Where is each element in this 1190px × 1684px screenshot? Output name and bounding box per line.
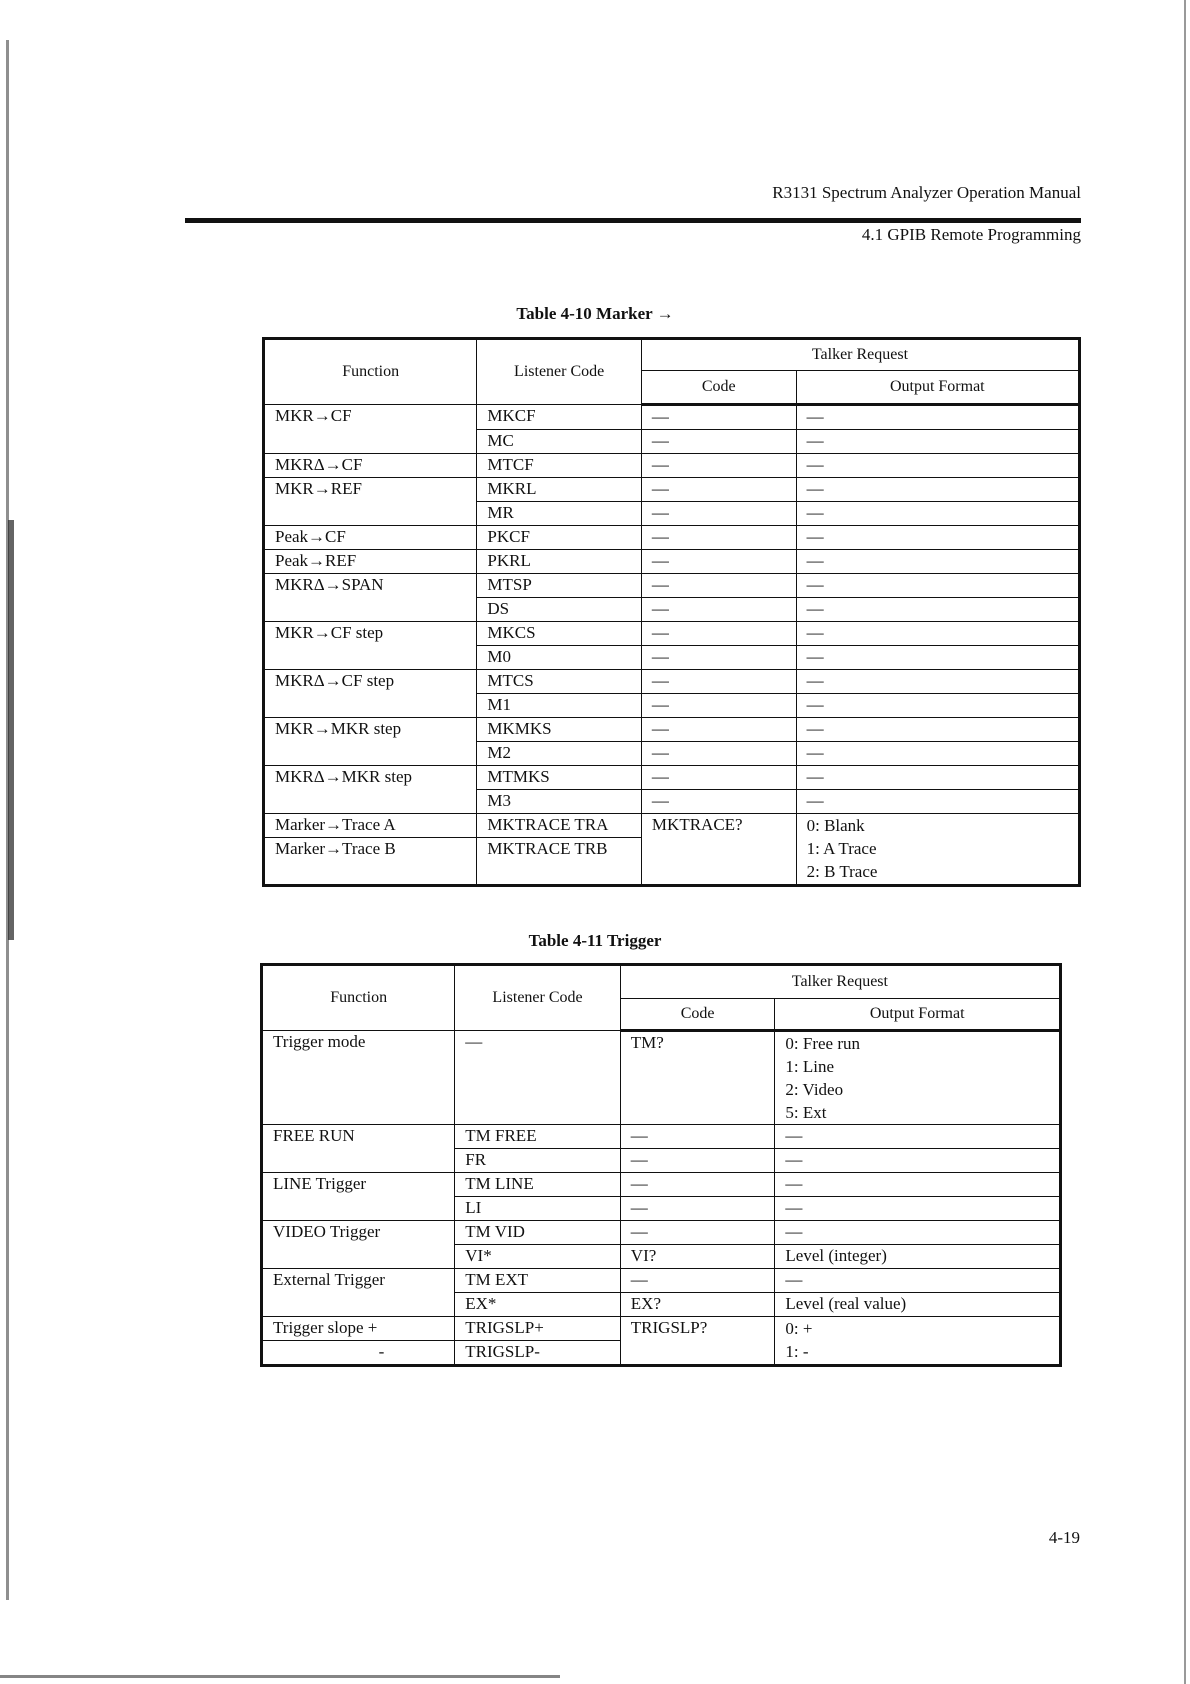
- cell-listener: FR: [455, 1149, 621, 1173]
- cell-output: —: [796, 430, 1079, 454]
- cell-output: —: [796, 598, 1079, 622]
- table-row: [264, 526, 1080, 550]
- cell-function: Marker→Trace B: [264, 838, 477, 886]
- cell-code: —: [641, 694, 796, 718]
- cell-listener: EX*: [455, 1293, 621, 1317]
- cell-listener: MTCF: [477, 454, 642, 478]
- cell-listener: MKRL: [477, 478, 642, 502]
- table-row: [262, 1173, 1061, 1197]
- cell-code: —: [641, 766, 796, 790]
- table-row: [264, 766, 1080, 790]
- cell-output: —: [796, 646, 1079, 670]
- header-function: Function: [262, 965, 455, 1031]
- cell-code: —: [641, 550, 796, 574]
- cell-function: MKR→MKR step: [264, 718, 477, 766]
- cell-output: —: [796, 502, 1079, 526]
- cell-code: —: [641, 622, 796, 646]
- cell-code: EX?: [620, 1293, 775, 1317]
- table-row: [264, 718, 1080, 742]
- cell-listener: MTMKS: [477, 766, 642, 790]
- cell-code: TRIGSLP?: [620, 1317, 775, 1366]
- cell-listener: TM VID: [455, 1221, 621, 1245]
- output-line: 1: -: [785, 1342, 809, 1361]
- output-line: 0: Free run: [785, 1034, 860, 1053]
- cell-code: —: [641, 574, 796, 598]
- cell-output: —: [796, 526, 1079, 550]
- table-row: [264, 550, 1080, 574]
- cell-function: VIDEO Trigger: [262, 1221, 455, 1269]
- cell-listener: MKCF: [477, 405, 642, 430]
- page-number: 4-19: [1048, 1528, 1080, 1547]
- manual-title: R3131 Spectrum Analyzer Operation Manual: [772, 183, 1081, 202]
- table-trigger-caption: Table 4-11 Trigger: [528, 931, 662, 950]
- cell-listener: MKCS: [477, 622, 642, 646]
- cell-output: Level (real value): [775, 1293, 1061, 1317]
- cell-listener: TM LINE: [455, 1173, 621, 1197]
- cell-code: —: [641, 526, 796, 550]
- cell-listener: PKRL: [477, 550, 642, 574]
- cell-function: MKR→CF: [264, 405, 477, 454]
- cell-code: —: [641, 502, 796, 526]
- cell-listener: TRIGSLP+: [455, 1317, 621, 1341]
- cell-output: —: [796, 742, 1079, 766]
- cell-listener: TM FREE: [455, 1125, 621, 1149]
- cell-code: —: [641, 454, 796, 478]
- cell-output: [775, 1031, 1061, 1125]
- table-marker-caption: Table 4-10 Marker →: [516, 304, 674, 323]
- scan-edge-left-shadow: [8, 520, 14, 940]
- cell-output: —: [796, 718, 1079, 742]
- output-line: 0: Blank: [806, 816, 865, 835]
- cell-output: —: [775, 1221, 1061, 1245]
- cell-function: LINE Trigger: [262, 1173, 455, 1221]
- cell-code: —: [641, 718, 796, 742]
- cell-function: MKRΔ→SPAN: [264, 574, 477, 622]
- cell-listener: M0: [477, 646, 642, 670]
- cell-listener: MKMKS: [477, 718, 642, 742]
- cell-function: MKR→REF: [264, 478, 477, 526]
- cell-function: -: [262, 1341, 455, 1366]
- table-trigger: [260, 963, 1062, 1367]
- cell-output: [775, 1317, 1061, 1366]
- cell-output: —: [796, 405, 1079, 430]
- header-output-format: Output Format: [796, 371, 1079, 405]
- cell-function: Peak→REF: [264, 550, 477, 574]
- table-row: [264, 454, 1080, 478]
- cell-function: Trigger mode: [262, 1031, 455, 1125]
- cell-function: External Trigger: [262, 1269, 455, 1317]
- cell-code: —: [620, 1221, 775, 1245]
- table-row: [264, 478, 1080, 502]
- table-row: [264, 622, 1080, 646]
- table-marker: [262, 337, 1081, 887]
- cell-output: Level (integer): [775, 1245, 1061, 1269]
- cell-code: —: [641, 790, 796, 814]
- cell-function: MKRΔ→CF: [264, 454, 477, 478]
- cell-output: —: [796, 670, 1079, 694]
- cell-code: —: [641, 405, 796, 430]
- table-row: [262, 1221, 1061, 1245]
- table-row: [264, 574, 1080, 598]
- header-listener-code: Listener Code: [477, 339, 642, 405]
- scan-edge-right: [1184, 0, 1186, 1684]
- cell-output: —: [775, 1269, 1061, 1293]
- header-output-format: Output Format: [775, 999, 1061, 1031]
- cell-code: VI?: [620, 1245, 775, 1269]
- cell-listener: DS: [477, 598, 642, 622]
- table-row: [262, 1125, 1061, 1149]
- cell-code: —: [620, 1197, 775, 1221]
- scan-edge-bottom: [0, 1675, 560, 1678]
- cell-listener: MKTRACE TRB: [477, 838, 642, 886]
- cell-listener: M2: [477, 742, 642, 766]
- cell-listener: VI*: [455, 1245, 621, 1269]
- cell-listener: MTSP: [477, 574, 642, 598]
- cell-function: MKRΔ→CF step: [264, 670, 477, 718]
- cell-output: —: [796, 790, 1079, 814]
- cell-function: FREE RUN: [262, 1125, 455, 1173]
- cell-output: —: [796, 766, 1079, 790]
- cell-output: —: [775, 1197, 1061, 1221]
- cell-output: [796, 814, 1079, 886]
- cell-code: —: [641, 478, 796, 502]
- cell-listener: M1: [477, 694, 642, 718]
- header-listener-code: Listener Code: [455, 965, 621, 1031]
- cell-code: —: [641, 646, 796, 670]
- cell-listener: TM EXT: [455, 1269, 621, 1293]
- cell-listener: MR: [477, 502, 642, 526]
- output-line: 2: B Trace: [806, 862, 878, 881]
- cell-code: —: [641, 742, 796, 766]
- cell-output: —: [796, 550, 1079, 574]
- header-talker-request: Talker Request: [641, 339, 1079, 371]
- cell-function: MKRΔ→MKR step: [264, 766, 477, 814]
- table-row: [264, 670, 1080, 694]
- cell-output: —: [775, 1125, 1061, 1149]
- cell-listener: —: [455, 1031, 621, 1125]
- output-line: 0: +: [785, 1319, 813, 1338]
- cell-code: —: [620, 1269, 775, 1293]
- table-row: [262, 1269, 1061, 1293]
- table-row: [264, 814, 1080, 838]
- cell-output: —: [796, 622, 1079, 646]
- cell-function: Marker→Trace A: [264, 814, 477, 838]
- header-code: Code: [620, 999, 775, 1031]
- cell-code: —: [641, 598, 796, 622]
- cell-listener: MC: [477, 430, 642, 454]
- cell-listener: M3: [477, 790, 642, 814]
- cell-output: —: [775, 1149, 1061, 1173]
- cell-code: MKTRACE?: [641, 814, 796, 886]
- header-code: Code: [641, 371, 796, 405]
- output-line: 1: Line: [785, 1057, 835, 1076]
- output-line: 5: Ext: [785, 1103, 827, 1122]
- header-rule: [185, 218, 1081, 223]
- cell-function: Peak→CF: [264, 526, 477, 550]
- cell-code: —: [641, 430, 796, 454]
- cell-listener: LI: [455, 1197, 621, 1221]
- cell-listener: MTCS: [477, 670, 642, 694]
- cell-listener: PKCF: [477, 526, 642, 550]
- cell-function: Trigger slope +: [262, 1317, 455, 1341]
- cell-output: —: [796, 694, 1079, 718]
- cell-code: —: [620, 1125, 775, 1149]
- cell-code: —: [641, 670, 796, 694]
- cell-output: —: [775, 1173, 1061, 1197]
- table-row: [262, 1031, 1061, 1125]
- cell-code: —: [620, 1149, 775, 1173]
- output-line: 2: Video: [785, 1080, 844, 1099]
- header-talker-request: Talker Request: [620, 965, 1060, 999]
- cell-code: —: [620, 1173, 775, 1197]
- cell-listener: MKTRACE TRA: [477, 814, 642, 838]
- cell-output: —: [796, 454, 1079, 478]
- cell-listener: TRIGSLP-: [455, 1341, 621, 1366]
- table-row: [264, 405, 1080, 430]
- cell-output: —: [796, 478, 1079, 502]
- cell-code: TM?: [620, 1031, 775, 1125]
- section-title: 4.1 GPIB Remote Programming: [861, 225, 1081, 244]
- header-function: Function: [264, 339, 477, 405]
- cell-function: MKR→CF step: [264, 622, 477, 670]
- table-row: [262, 1317, 1061, 1341]
- cell-output: —: [796, 574, 1079, 598]
- output-line: 1: A Trace: [806, 839, 877, 858]
